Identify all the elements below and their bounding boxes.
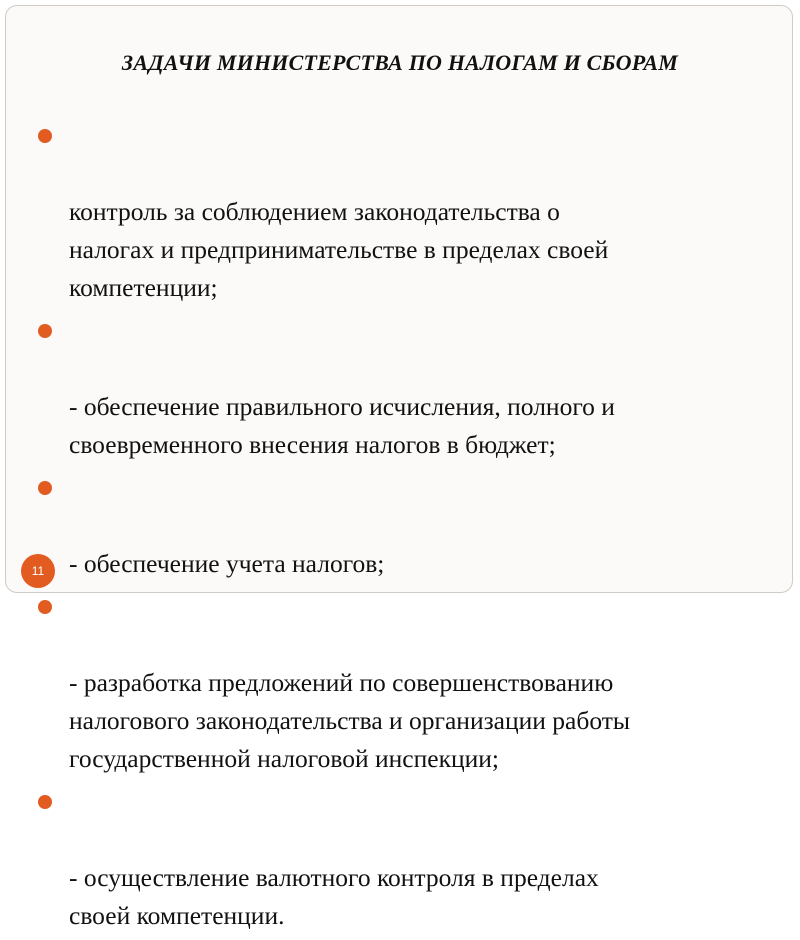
bullet-dot-icon [38, 324, 52, 338]
bullet-item [36, 117, 776, 307]
bullet-dot-icon [38, 795, 52, 809]
bullet-text: - обеспечение правильного исчисления, полного и своевременного внесения налогов в бюджет; [69, 392, 615, 459]
bullet-text: контроль за соблюдением законодательства о налогах и предпринимательстве в пределах своей компетенции; [69, 197, 609, 302]
bullet-item [36, 783, 776, 935]
bullet-dot-icon [38, 481, 52, 495]
page-number-badge: 11 [21, 554, 55, 588]
bullet-item [36, 312, 776, 464]
bullet-item [36, 588, 776, 778]
bullet-text: - осуществление валютного контроля в пределах своей компетенции. [69, 863, 599, 930]
slide-frame [5, 5, 793, 930]
bullet-dot-icon [38, 600, 52, 614]
bullet-list [36, 117, 776, 940]
bullet-text: - разработка предложений по совершенствованию налогового законодательства и организации работы государственной налоговой инспекции; [69, 668, 631, 773]
bullet-item [36, 469, 776, 583]
bullet-text: - обеспечение учета налогов; [69, 549, 385, 578]
bullet-dot-icon [38, 129, 52, 143]
slide-title: ЗАДАЧИ МИНИСТЕРСТВА ПО НАЛОГАМ И СБОРАМ [121, 50, 679, 75]
